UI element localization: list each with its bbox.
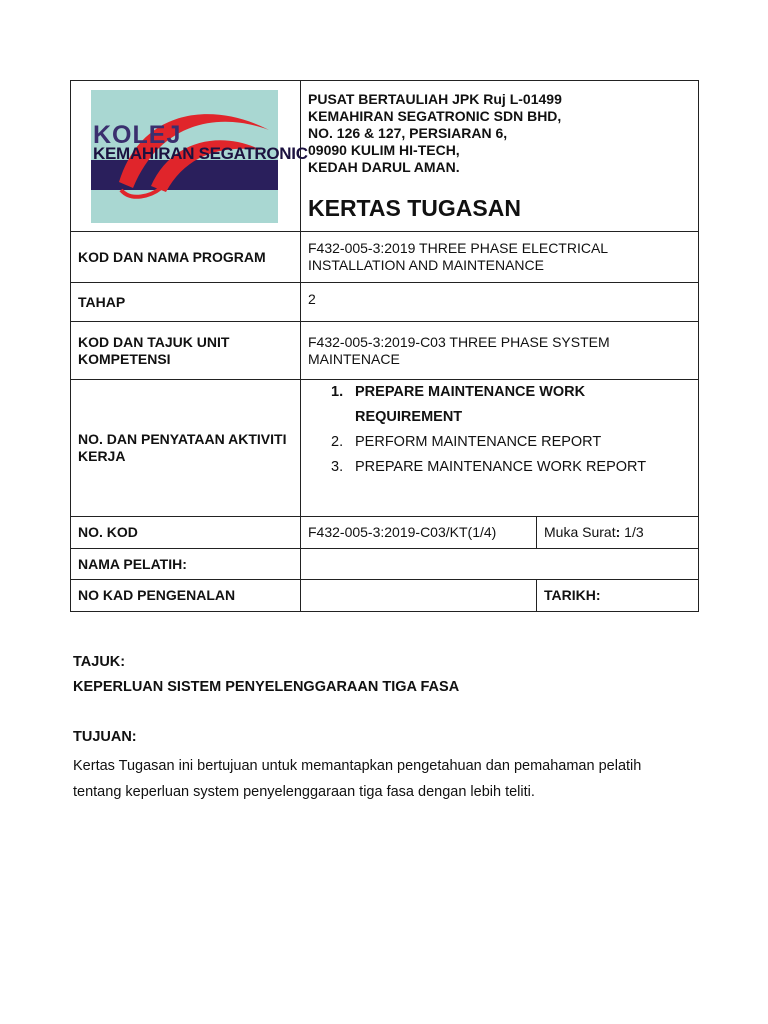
unit-value: F432-005-3:2019-C03 THREE PHASE SYSTEM MAINTENACE (301, 322, 699, 380)
ic-value (301, 580, 537, 612)
logo-text-kolej: KOLEJ (93, 121, 182, 149)
activity-list (308, 380, 691, 480)
tujuan-text (73, 753, 703, 805)
institution-cell (301, 81, 699, 232)
activity-text: PREPARE MAINTENANCE WORK REQUIREMENT (355, 384, 586, 425)
tajuk-section (73, 654, 703, 695)
tujuan-line: tentang keperluan system penyelenggaraan tiga fasa dengan lebih teliti. (73, 784, 535, 800)
program-value: F432-005-3:2019 THREE PHASE ELECTRICAL INSTALLATION AND MAINTENANCE (301, 232, 699, 283)
tujuan-label: TUJUAN: (73, 729, 137, 745)
address-line: KEDAH DARUL AMAN. (308, 159, 460, 175)
address-line: PUSAT BERTAULIAH JPK Ruj L-01499 (308, 91, 562, 107)
page-number-cell (537, 517, 699, 549)
program-row (71, 232, 699, 283)
pelatih-label: NAMA PELATIH: (71, 549, 301, 580)
activity-text: PREPARE MAINTENANCE WORK REPORT (355, 459, 647, 475)
activity-number: 2. (331, 434, 344, 450)
tahap-value: 2 (301, 283, 699, 322)
tujuan-line: Kertas Tugasan ini bertujuan untuk memantapkan pengetahuan dan pemahaman pelatih (73, 758, 642, 774)
tajuk-value: KEPERLUAN SISTEM PENYELENGGARAAN TIGA FASA (73, 679, 460, 695)
activity-item (331, 455, 691, 480)
institution-address (308, 91, 691, 176)
ic-row (71, 580, 699, 612)
address-line: NO. 126 & 127, PERSIARAN 6, (308, 125, 508, 141)
tahap-label: TAHAP (71, 283, 301, 322)
page-value: 1/3 (620, 524, 644, 540)
header-row (71, 81, 699, 232)
pelatih-row (71, 549, 699, 580)
page-label: Muka Surat (544, 524, 616, 540)
document-title: KERTAS TUGASAN (308, 195, 521, 221)
date-label: TARIKH: (537, 580, 699, 612)
program-label: KOD DAN NAMA PROGRAM (71, 232, 301, 283)
kod-row (71, 517, 699, 549)
ic-label: NO KAD PENGENALAN (71, 580, 301, 612)
logo-cell (71, 81, 308, 232)
college-logo (91, 90, 308, 223)
address-line: KEMAHIRAN SEGATRONIC SDN BHD, (308, 108, 562, 124)
tahap-row (71, 283, 699, 322)
kod-value: F432-005-3:2019-C03/KT(1/4) (301, 517, 537, 549)
unit-label: KOD DAN TAJUK UNIT KOMPETENSI (71, 322, 301, 380)
address-line: 09090 KULIM HI-TECH, (308, 142, 460, 158)
assignment-header-table (70, 80, 699, 612)
tajuk-label: TAJUK: (73, 654, 126, 670)
activity-number: 3. (331, 459, 344, 475)
pelatih-value (301, 549, 699, 580)
logo-text-name: KEMAHIRAN SEGATRONIC (93, 144, 308, 163)
aktiviti-label: NO. DAN PENYATAAN AKTIVITI KERJA (71, 380, 301, 517)
aktiviti-cell (301, 380, 699, 517)
kod-label: NO. KOD (71, 517, 301, 549)
page-colon: : (615, 524, 621, 540)
activity-item (331, 430, 691, 455)
activity-number: 1. (331, 384, 344, 400)
aktiviti-row (71, 380, 699, 517)
tujuan-section (73, 729, 703, 805)
unit-row (71, 322, 699, 380)
activity-text: PERFORM MAINTENANCE REPORT (355, 434, 602, 450)
activity-item (331, 380, 691, 430)
